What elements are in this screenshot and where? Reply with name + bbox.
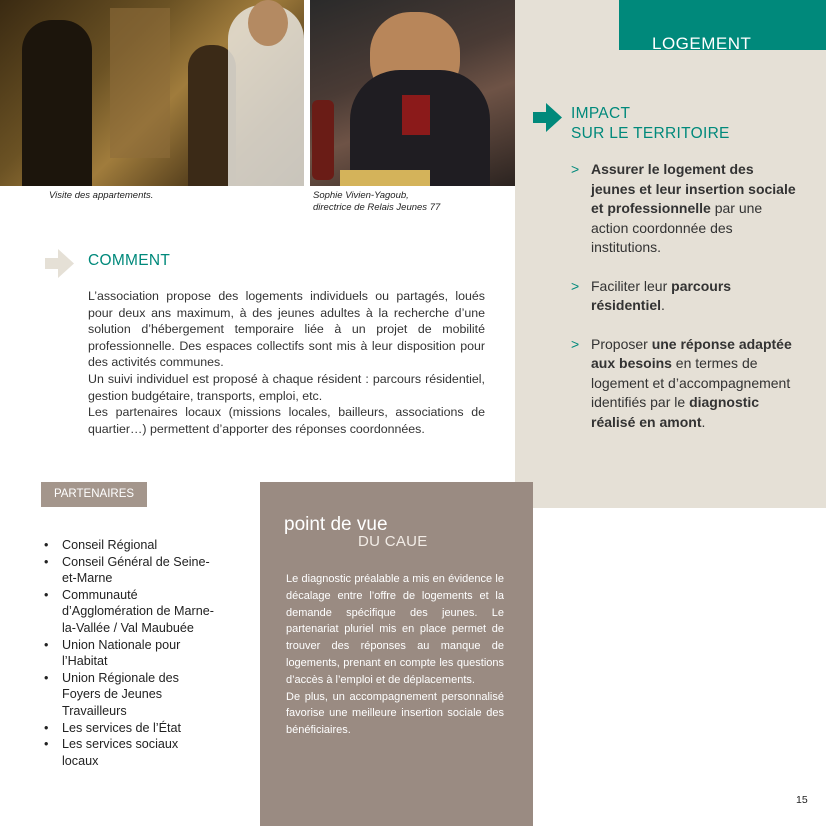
comment-paragraph: L’association propose des logements individuels ou partagés, loués pour deux ans maximum, à des jeunes adultes à la recherche d’une solution d’hébergement temporaire liée à un projet de mobilité professionnelle. Des espaces collectifs sont mis à leur disposition pour des activités communes.	[88, 289, 485, 370]
impact-item	[571, 277, 801, 316]
photo-caption-2	[313, 190, 440, 214]
partner-item: • Union Régionale des Foyers de Jeunes Travailleurs	[44, 670, 214, 720]
point-de-vue-paragraph: De plus, un accompagnement personnalisé favorise une meilleure insertion sociale des bénéficiaires.	[286, 690, 504, 737]
photo-director	[310, 0, 515, 186]
partner-item: • Communauté d’Agglomération de Marne-la-Vallée / Val Maubuée	[44, 587, 214, 637]
impact-list	[571, 160, 801, 451]
impact-text: en termes de logement et d’accompagnement identifiés par le	[591, 355, 791, 410]
partner-item: • Conseil Régional	[44, 537, 214, 554]
caption-line: directrice de Relais Jeunes 77	[313, 202, 441, 213]
impact-text: par une action coordonnée des institutions.	[591, 200, 763, 255]
partner-item: • Les services sociaux locaux	[44, 736, 214, 769]
impact-text: .	[701, 413, 706, 430]
photo-caption-1: Visite des appartements.	[49, 190, 154, 201]
impact-text: .	[661, 297, 665, 313]
impact-text: Proposer	[591, 335, 652, 352]
impact-bold: diagnostic réalisé en amont	[591, 394, 760, 430]
impact-title-line: IMPACT	[571, 105, 631, 122]
impact-text: Faciliter leur	[591, 277, 672, 294]
point-de-vue-body	[286, 571, 504, 739]
partenaires-label: PARTENAIRES	[41, 482, 147, 507]
partenaires-list	[44, 537, 214, 769]
point-de-vue-paragraph: Le diagnostic préalable a mis en évidence le décalage entre l’offre de logements et la demande spécifique des jeunes. Le partenariat pluriel mis en place permet de trouver des réponses au manque de logements, prenant en compte les questions d’accès à l’emploi et de déplacements.	[286, 573, 504, 686]
impact-item	[571, 335, 801, 433]
impact-bold: parcours résidentiel	[591, 277, 732, 313]
point-de-vue-title: point de vue	[284, 514, 388, 535]
photo-apartment-visit	[0, 0, 304, 186]
caption-line: Sophie Vivien-Yagoub,	[313, 190, 409, 201]
partner-item: • Conseil Général de Seine-et-Marne	[44, 554, 214, 587]
partner-item: • Les services de l’État	[44, 720, 214, 737]
partner-item: • Union Nationale pour l’Habitat	[44, 637, 214, 670]
comment-body	[88, 288, 485, 437]
comment-paragraph: Les partenaires locaux (missions locales, bailleurs, associations de quartier…) permettent d’apporter des réponses coordonnées.	[88, 405, 485, 436]
chevron-right-icon: >	[571, 335, 580, 352]
arrow-right-icon	[45, 249, 74, 278]
arrow-right-icon	[533, 103, 562, 132]
page-number: 15	[796, 794, 808, 806]
impact-bold: Assurer le logement des jeunes et leur insertion sociale et professionnelle	[591, 161, 796, 216]
impact-title-line: SUR LE TERRITOIRE	[571, 125, 730, 142]
point-de-vue-subtitle: DU CAUE	[358, 533, 428, 550]
impact-title	[571, 104, 730, 144]
comment-title: COMMENT	[88, 252, 171, 269]
comment-paragraph: Un suivi individuel est proposé à chaque résident : parcours résidentiel, gestion budgétaire, transports, emploi, etc.	[88, 371, 485, 403]
section-tab-label: LOGEMENT	[652, 34, 752, 53]
impact-bold: une réponse adaptée aux besoins	[591, 335, 792, 371]
chevron-right-icon: >	[571, 277, 580, 294]
chevron-right-icon: >	[571, 161, 580, 177]
impact-item	[571, 160, 801, 258]
